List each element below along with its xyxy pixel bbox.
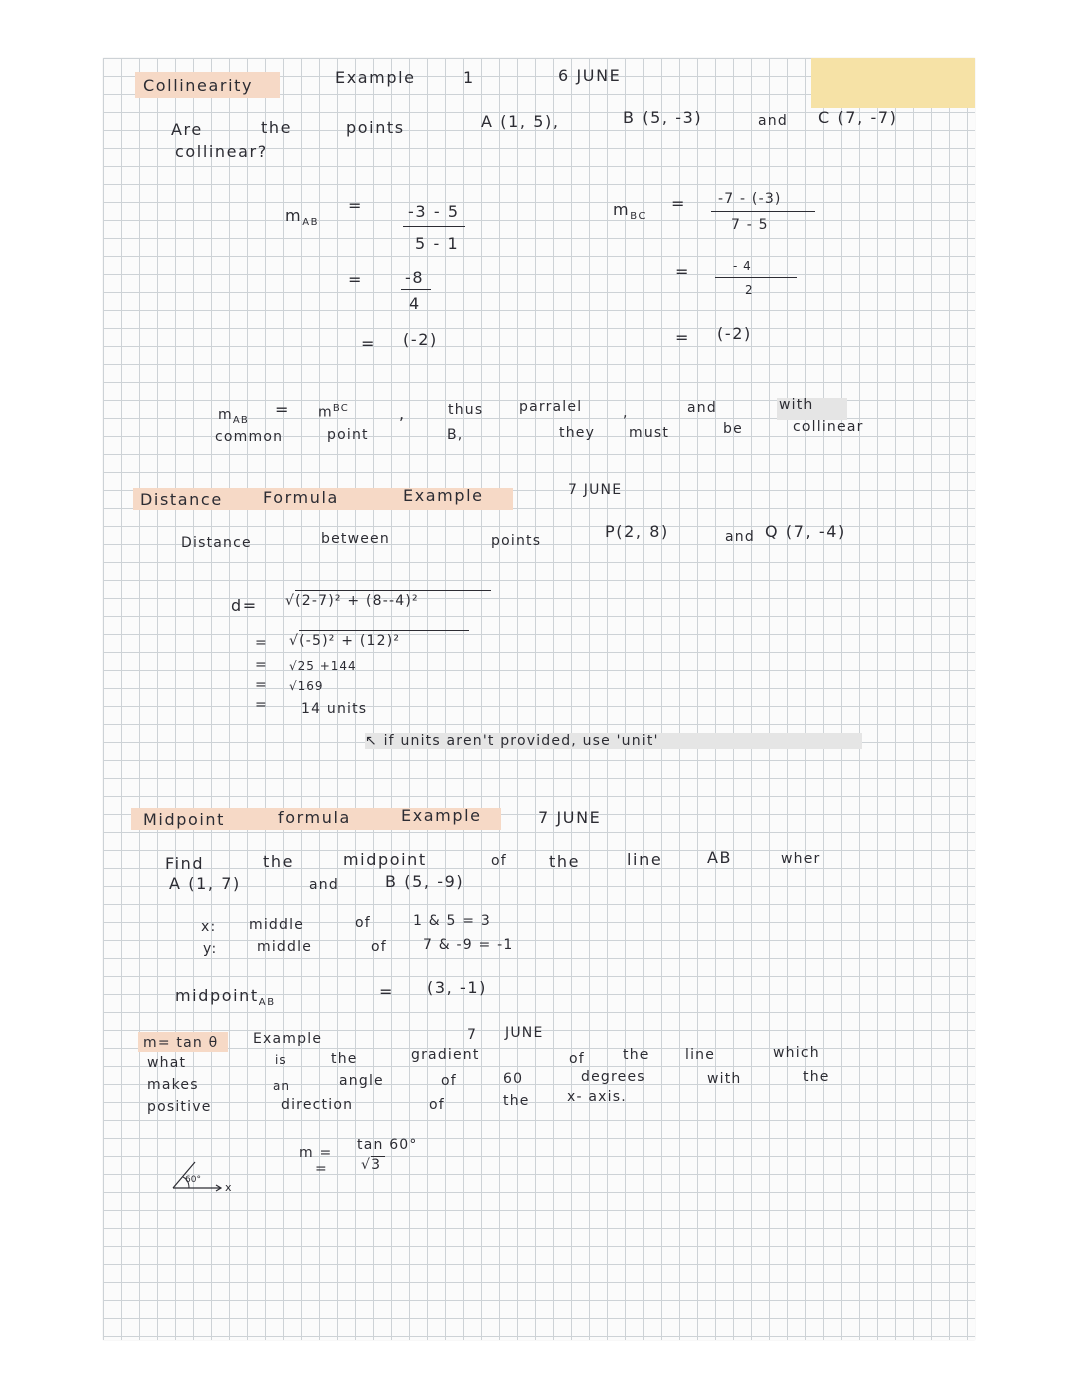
the-word-2: the — [549, 852, 581, 871]
point-c: C (7, -7) — [818, 108, 898, 127]
fraction-bar — [715, 277, 797, 278]
units-note: ↖ if units aren't provided, use 'unit' — [365, 733, 659, 749]
notebook-page — [103, 58, 975, 1340]
example-label: Example — [403, 486, 484, 505]
ab-word: AB — [707, 848, 733, 867]
and-word: and — [725, 529, 755, 545]
line-word: line — [627, 850, 663, 869]
conclusion-must: must — [629, 425, 670, 441]
example-number: 1 — [463, 68, 475, 87]
example-label: Example — [335, 68, 416, 87]
point-a: A (1, 7) — [169, 874, 241, 893]
equals: = — [348, 270, 364, 289]
distance-word: Distance — [181, 535, 252, 551]
point-b: B (5, -3) — [623, 108, 703, 127]
section-formula: formula — [278, 808, 351, 827]
question-points: points — [346, 118, 405, 137]
word-which: which — [773, 1045, 820, 1061]
conclusion-b: B, — [447, 427, 464, 443]
midpoint-result: (3, -1) — [427, 978, 487, 997]
question-are: Are — [171, 120, 203, 139]
slope-result: (-2) — [403, 330, 438, 349]
word-the-4: the — [503, 1093, 530, 1109]
word-60: 60 — [503, 1071, 524, 1087]
word-gradient: gradient — [411, 1047, 480, 1063]
root-3: √3 — [361, 1157, 382, 1173]
date: 7 JUNE — [568, 482, 623, 498]
find-word: Find — [165, 854, 205, 873]
equals: = — [255, 657, 268, 673]
fraction-numerator: -3 - 5 — [408, 202, 460, 221]
the-word: the — [263, 852, 295, 871]
conclusion-mbc: $m^{BC}$ — [318, 403, 349, 421]
question-and: and — [758, 113, 788, 129]
y-label: y: — [203, 941, 218, 957]
question-the: the — [261, 118, 293, 137]
equals: = — [379, 982, 395, 1001]
conclusion-mab: $m_{AB}$ — [218, 407, 249, 426]
fraction-numerator: - 4 — [733, 259, 752, 273]
equals: = — [255, 677, 268, 693]
point-q: Q (7, -4) — [765, 522, 846, 541]
conclusion-collinear: collinear — [793, 419, 864, 435]
fraction-bar — [711, 211, 815, 212]
conclusion-point: point — [327, 427, 369, 443]
section-title-collinearity: Collinearity — [143, 76, 254, 95]
word-of-2: of — [441, 1073, 457, 1089]
word-makes: makes — [147, 1077, 199, 1093]
point-a: A (1, 5), — [481, 112, 560, 131]
fraction-numerator: -7 - (-3) — [718, 191, 782, 207]
midpoint-ab-label: midpoint$_{AB}$ — [175, 986, 276, 1009]
word-line: line — [685, 1047, 716, 1063]
conclusion-with: with — [779, 397, 814, 413]
equals: = — [275, 400, 291, 419]
midpoint-word: midpoint — [343, 850, 427, 869]
word-an: an — [273, 1079, 290, 1093]
middle-word: middle — [257, 939, 313, 955]
x-values: 1 & 5 = 3 — [413, 913, 491, 929]
word-positive: positive — [147, 1099, 212, 1115]
equals: = — [675, 262, 691, 281]
word-what: what — [147, 1055, 187, 1071]
point-b: B (5, -9) — [385, 872, 465, 891]
date-day: 7 — [467, 1027, 478, 1043]
m-ab-label: $m_{AB}$ — [285, 206, 320, 229]
word-of: of — [569, 1051, 585, 1067]
section-title-midpoint: Midpoint — [143, 810, 226, 829]
tan-60: tan 60° — [357, 1137, 418, 1153]
conclusion-comma: , — [623, 405, 629, 421]
m-bc-label: $m_{BC}$ — [613, 200, 648, 223]
x-label: x: — [201, 919, 217, 935]
point-p: P(2, 8) — [605, 522, 669, 541]
d-equals: d= — [231, 596, 258, 615]
conclusion-they: they — [559, 425, 596, 441]
word-the: the — [331, 1051, 358, 1067]
fraction-denominator: 4 — [409, 294, 421, 313]
word-with: with — [707, 1071, 742, 1087]
highlight — [811, 58, 975, 108]
fraction-denominator: 5 - 1 — [415, 234, 460, 253]
word-x-axis: x- axis. — [567, 1089, 627, 1105]
word-is: is — [275, 1053, 287, 1067]
section-formula: Formula — [263, 488, 339, 507]
root-bar — [295, 590, 491, 591]
conclusion-be: be — [723, 421, 743, 437]
section-title-tan: m= tan θ — [143, 1035, 219, 1051]
date: 7 JUNE — [538, 808, 602, 827]
distance-step-1: √(2-7)² + (8--4)² — [285, 593, 419, 609]
root-bar — [299, 630, 469, 631]
conclusion-parallel: parralel — [519, 399, 583, 415]
angle-diagram — [169, 1158, 249, 1192]
of-word: of — [355, 915, 371, 931]
date: 6 JUNE — [558, 66, 622, 85]
axis-label: x — [225, 1181, 232, 1192]
distance-step-4: √169 — [289, 679, 324, 693]
word-angle: angle — [339, 1073, 384, 1089]
example-label: Example — [253, 1031, 323, 1047]
distance-step-2: √(-5)² + (12)² — [289, 633, 401, 649]
equals: = — [361, 334, 377, 353]
word-direction: direction — [281, 1097, 354, 1113]
root-bar — [371, 1156, 385, 1157]
distance-step-3: √25 +144 — [289, 659, 357, 673]
points-word: points — [491, 533, 542, 549]
of-word: of — [491, 853, 507, 869]
comma: , — [399, 404, 406, 423]
fraction-denominator: 7 - 5 — [731, 217, 769, 233]
equals: = — [255, 635, 268, 651]
equals: = — [671, 194, 687, 213]
equals: = — [255, 697, 268, 713]
middle-word: middle — [249, 917, 305, 933]
example-label: Example — [401, 806, 482, 825]
word-of-3: of — [429, 1097, 445, 1113]
section-title-distance: Distance — [140, 490, 223, 509]
equals: = — [315, 1161, 328, 1177]
word-degrees: degrees — [581, 1069, 646, 1085]
conclusion-common: common — [215, 429, 284, 445]
fraction-bar — [403, 226, 465, 227]
m-equals: m = — [299, 1145, 333, 1161]
of-word: of — [371, 939, 387, 955]
date-month: JUNE — [505, 1025, 544, 1041]
y-values: 7 & -9 = -1 — [423, 937, 514, 953]
equals: = — [348, 196, 364, 215]
where-word: wher — [781, 851, 821, 867]
fraction-numerator: -8 — [405, 268, 425, 287]
fraction-denominator: 2 — [745, 283, 754, 297]
fraction-bar — [401, 289, 431, 290]
and-word: and — [309, 877, 339, 893]
angle-label: 60° — [185, 1175, 201, 1185]
word-the-3: the — [803, 1069, 830, 1085]
between-word: between — [321, 531, 390, 547]
question-collinear: collinear? — [175, 142, 268, 161]
conclusion-thus: thus — [448, 402, 484, 418]
conclusion-and: and — [687, 400, 717, 416]
slope-result: (-2) — [717, 324, 752, 343]
distance-result: 14 units — [301, 701, 368, 717]
word-the-2: the — [623, 1047, 650, 1063]
equals: = — [675, 328, 691, 347]
